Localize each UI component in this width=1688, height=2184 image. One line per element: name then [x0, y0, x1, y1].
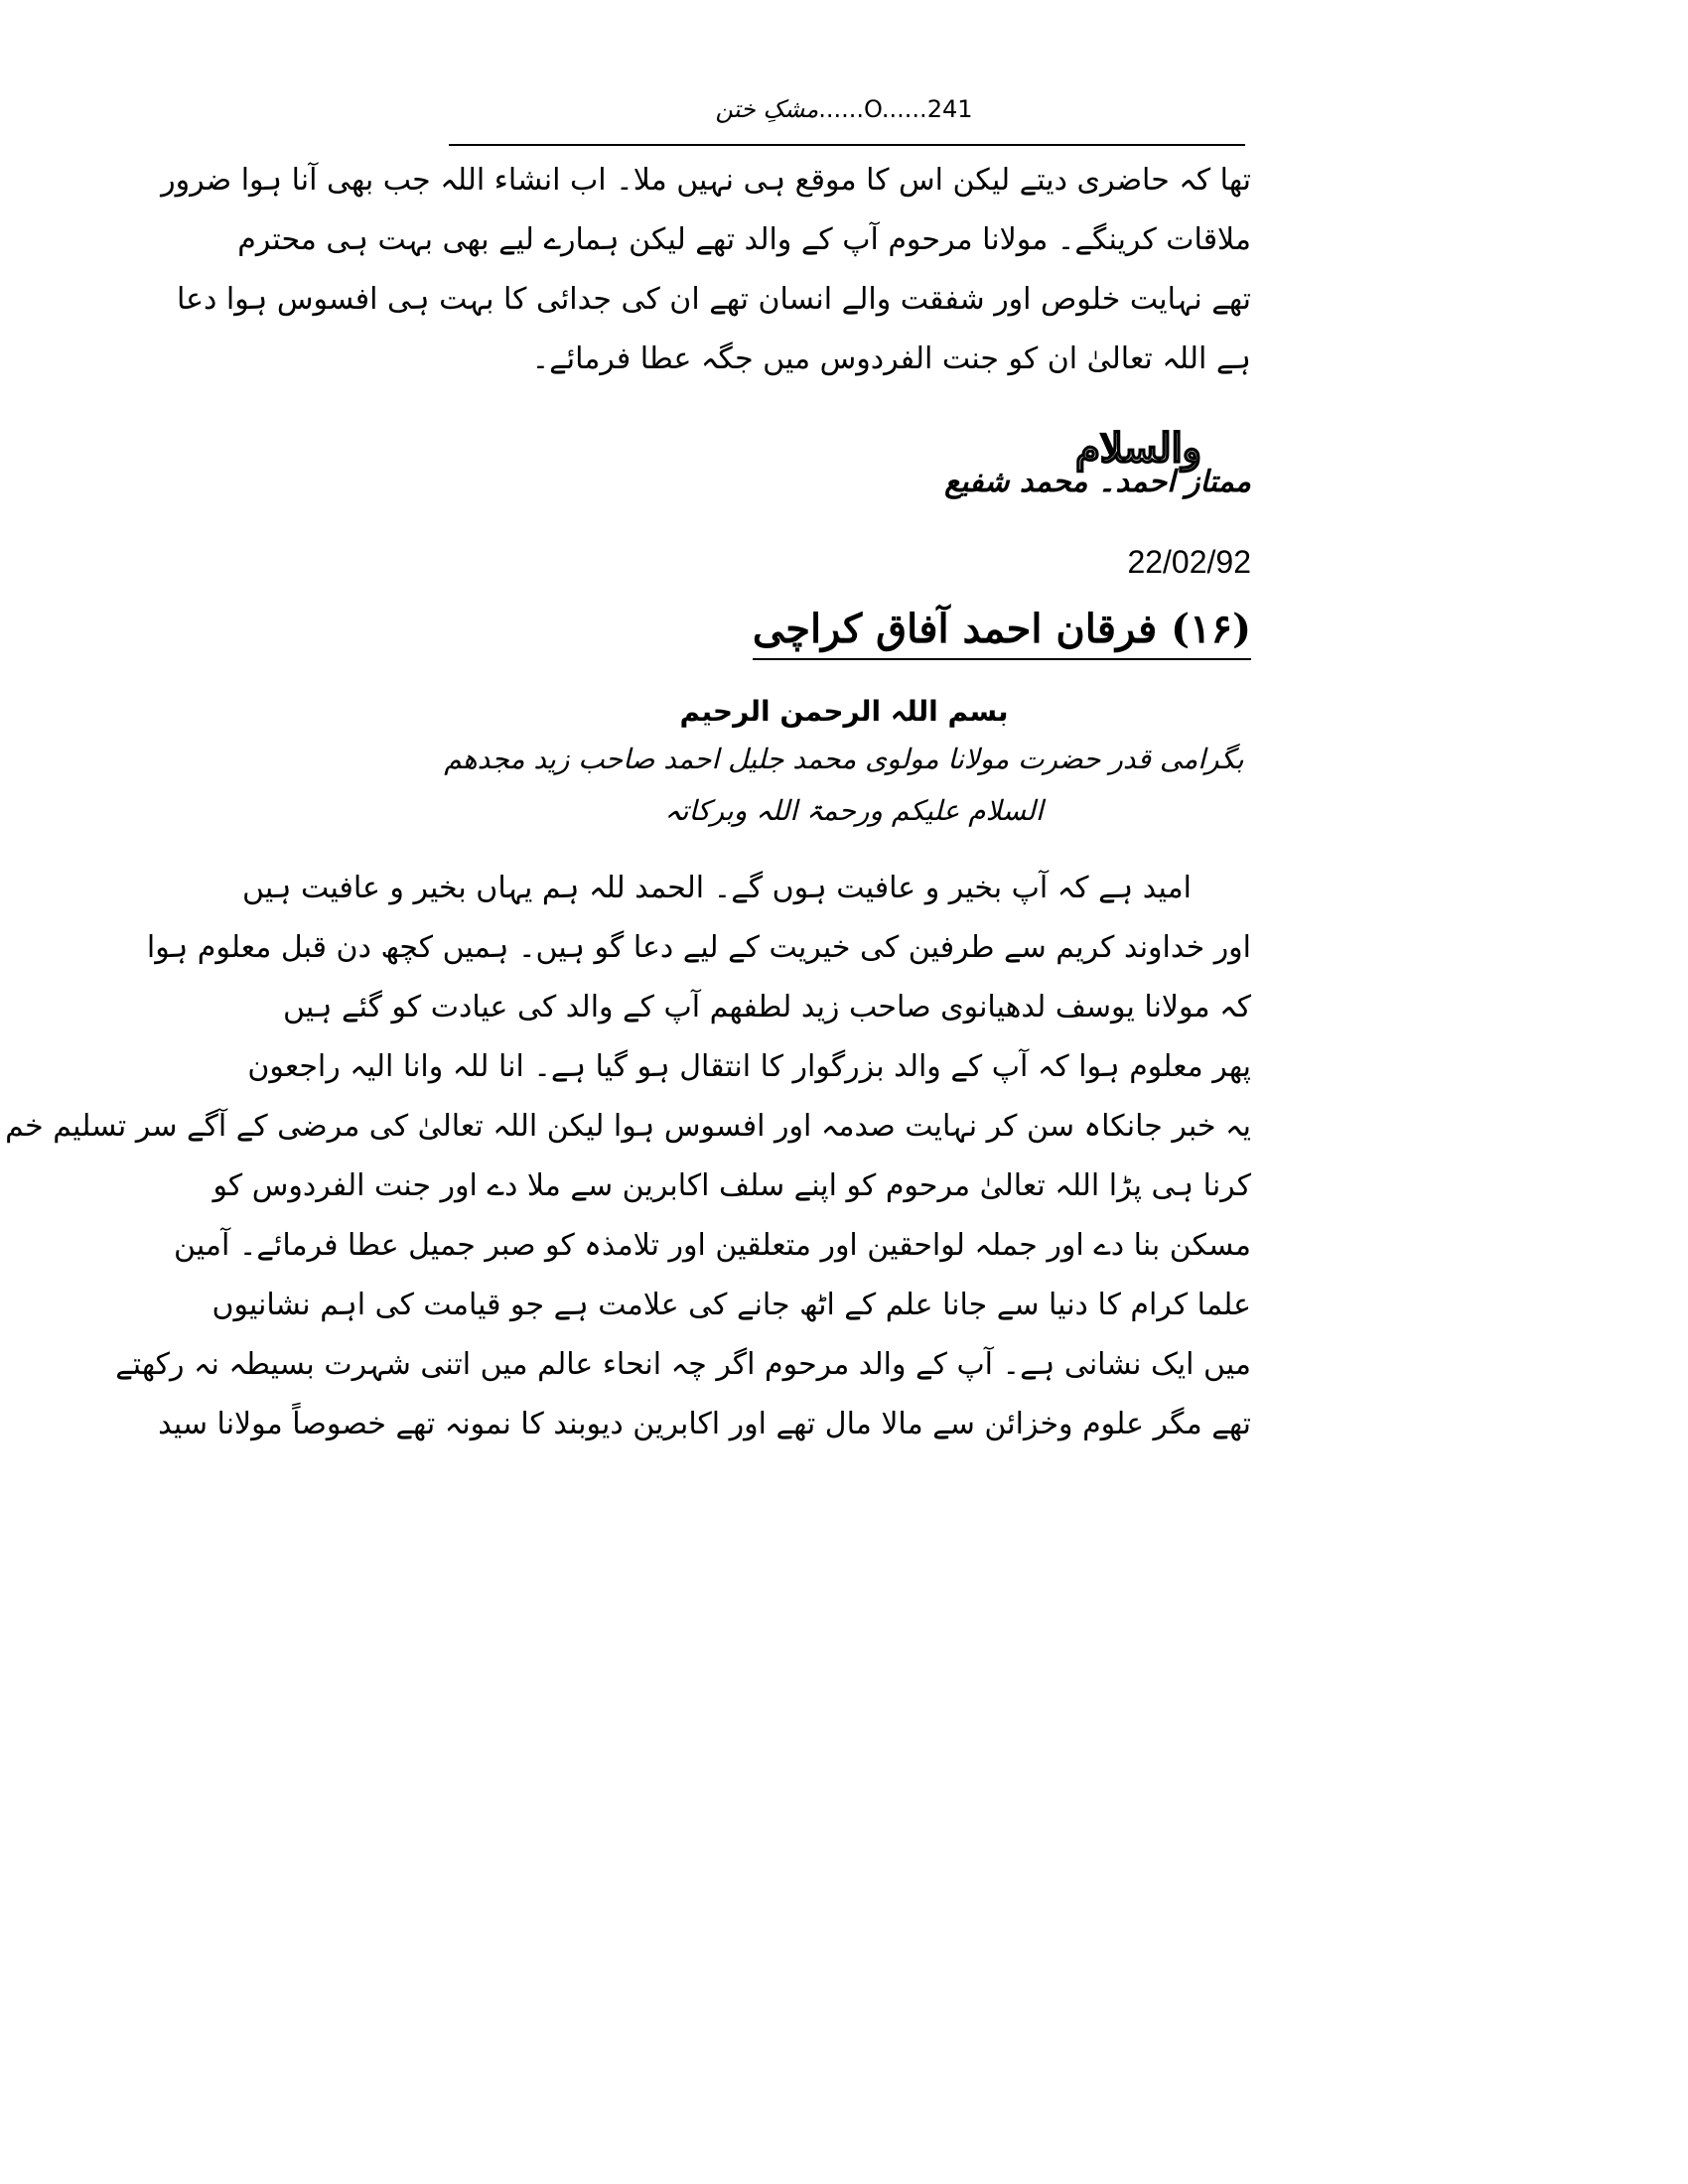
body-line: علما کرام کا دنیا سے جانا علم کے اٹھ جانے کی علامت ہے جو قیامت کی اہم نشانیوں — [211, 1288, 1251, 1322]
body-line: پھر معلوم ہوا کہ آپ کے والد بزرگوار کا انتقال ہو گیا ہے۔ انا للہ وانا الیہ راجعون — [247, 1049, 1251, 1084]
letter-2-body — [5, 859, 1251, 1454]
salutation: بگرامی قدر حضرت مولانا مولوی محمد جلیل احمد صاحب زید مجدھم — [444, 743, 1244, 775]
body-line: میں ایک نشانی ہے۔ آپ کے والد مرحوم اگر چہ انحاء عالم میں اتنی شہرت بسیطہ نہ رکھتے — [115, 1347, 1251, 1382]
body-line: تھا کہ حاضری دیتے لیکن اس کا موقع ہی نہیں ملا۔ اب انشاء اللہ جب بھی آنا ہوا ضرور — [161, 163, 1251, 198]
closing-calligraphy: والسلام — [1075, 425, 1201, 472]
body-line: تھے نہایت خلوص اور شفقت والے انسان تھے ان کی جدائی کا بہت ہی افسوس ہوا دعا — [176, 282, 1251, 317]
letter-date: 22/02/92 — [1127, 544, 1251, 580]
greeting: السلام علیکم ورحمۃ اللہ وبرکاتہ — [664, 794, 1044, 827]
body-line: کرنا ہی پڑا اللہ تعالیٰ مرحوم کو اپنے سلف اکابرین سے ملا دے اور جنت الفردوس کو — [212, 1168, 1251, 1203]
page-header — [0, 95, 1688, 123]
letter-1-body — [161, 151, 1251, 389]
section-heading: (۱۶) فرقان احمد آفاق کراچی — [753, 606, 1251, 660]
running-title: مشکِ ختن — [715, 95, 819, 123]
body-line: یہ خبر جانکاہ سن کر نہایت صدمہ اور افسوس ہوا لیکن اللہ تعالیٰ کی مرضی کے آگے سر تسلیم خم — [5, 1109, 1251, 1144]
page-number: 241 — [926, 95, 973, 123]
body-line: ہے اللہ تعالیٰ ان کو جنت الفردوس میں جگہ عطا فرمائے۔ — [531, 341, 1251, 376]
signature: ممتاز احمد۔ محمد شفیع — [944, 465, 1251, 499]
header-separator: ......O...... — [818, 95, 927, 123]
body-line: تھے مگر علوم وخزائن سے مالا مال تھے اور اکابرین دیوبند کا نمونہ تھے خصوصاً مولانا سید — [158, 1407, 1251, 1441]
body-line: کہ مولانا یوسف لدھیانوی صاحب زید لطفھم آپ کے والد کی عیادت کو گئے ہیں — [282, 990, 1251, 1024]
bismillah: بسم اللہ الرحمن الرحیم — [679, 695, 1009, 728]
body-line: ملاقات کرینگے۔ مولانا مرحوم آپ کے والد تھے لیکن ہمارے لیے بھی بہت ہی محترم — [237, 222, 1251, 257]
body-line: مسکن بنا دے اور جملہ لواحقین اور متعلقین اور تلامذہ کو صبر جمیل عطا فرمائے۔ آمین — [174, 1228, 1251, 1263]
body-line: اور خداوند کریم سے طرفین کی خیریت کے لیے دعا گو ہیں۔ ہمیں کچھ دن قبل معلوم ہوا — [146, 930, 1251, 965]
header-rule — [449, 144, 1245, 146]
body-line: امید ہے کہ آپ بخیر و عافیت ہوں گے۔ الحمد للہ ہم یہاں بخیر و عافیت ہیں — [241, 871, 1192, 905]
